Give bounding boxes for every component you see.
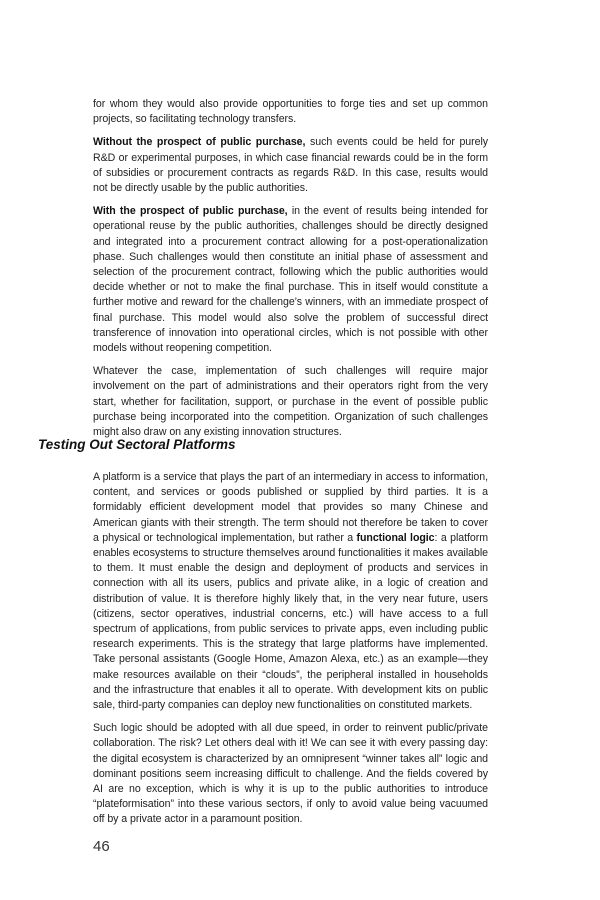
paragraph-with-purchase [93, 204, 488, 356]
paragraph-text: such events could be held for purely R&D or experimental purposes, in which case financial rewards could be in the form of subsidies or procurement contracts as regards R&D. In this case, results would not be directly usable by the public authorities. [93, 136, 488, 195]
paragraph-whatever-case [93, 364, 488, 440]
bold-lead: With the prospect of public purchase, [93, 205, 288, 218]
paragraph-text: Such logic should be adopted with all due speed, in order to reinvent public/private collaboration. The risk? Let others deal with it! We can see it with every passing day: the digital ecosystem is characterized by an omnipresent “winner takes all” logic and dominant positions seem increasing difficult to challenge. And the fields covered by AI are no exception, which is why it is up to the public authorities to introduce “plateformisation” into these various sectors, if only to avoid value being vacuumed off by a private actor in a paramount position. [93, 722, 488, 826]
section-heading: Testing Out Sectoral Platforms [38, 437, 236, 452]
paragraph-text: : a platform enables ecosystems to structure themselves around functionalities it makes available to them. It must enable the design and deployment of products and services in connection with all its users, publics and private alike, in a logic of creation and distribution of value. It is therefore highly likely that, in the very near future, users (citizens, sector operatives, industrial concerns, etc.) will have access to a full spectrum of applications, from public services to private apps, even including public research experiments. This is the strategy that large platforms have implemented. Take personal assistants (Google Home, Amazon Alexa, etc.) as an example—they make resources available on their “clouds”, the peripheral installed in households and the infrastructure that enables it all to operate. With development kits on public sale, third-party companies can deploy new functionalities on constituted markets. [93, 531, 488, 712]
paragraph-text: for whom they would also provide opportunities to forge ties and set up common projects, so facilitating technology transfers. [93, 98, 488, 126]
page-number: 46 [93, 838, 110, 855]
paragraph-text: A platform is a service that plays the part of an intermediary in access to information, content, and services or goods published or supplied by third parties. It is a formidably efficient development model that provides so many Chinese and American giants with their strength. The term should not therefore be taken to cover a physical or technological implementation, but rather a [93, 471, 488, 544]
section-challenges-text [93, 97, 488, 448]
paragraph-text: in the event of results being intended for operational reuse by the public authorities, challenges should be directly designed and integrated into a procurement contract allowing for a post-operationalization phase. Such challenges would then constitute an initial phase of assessment and selection of the procurement contract, following which the public authorities would decide whether or not to make the final purchase. This in itself would constitute a further motive and reward for the challenge’s winners, with an immediate prospect of final purchase. This model would also solve the problem of successful direct transference of innovation into operational circles, which is not possible with other models without reopening competition. [93, 205, 488, 355]
bold-lead: Without the prospect of public purchase, [93, 136, 306, 149]
bold-term: functional logic [356, 531, 435, 544]
paragraph-text: Whatever the case, implementation of such challenges will require major involvement on the part of administrations and their operators right from the very start, whether for facilitation, support, or purchase in the event of possible public purchase being incorporated into the competition. Organization of such challenges might also draw on any existing innovation structures. [93, 365, 488, 439]
paragraph-continuation [93, 97, 488, 127]
section-platforms-text [93, 470, 488, 836]
paragraph-without-purchase [93, 135, 488, 196]
paragraph-such-logic [93, 721, 488, 827]
paragraph-platform-definition [93, 470, 488, 713]
